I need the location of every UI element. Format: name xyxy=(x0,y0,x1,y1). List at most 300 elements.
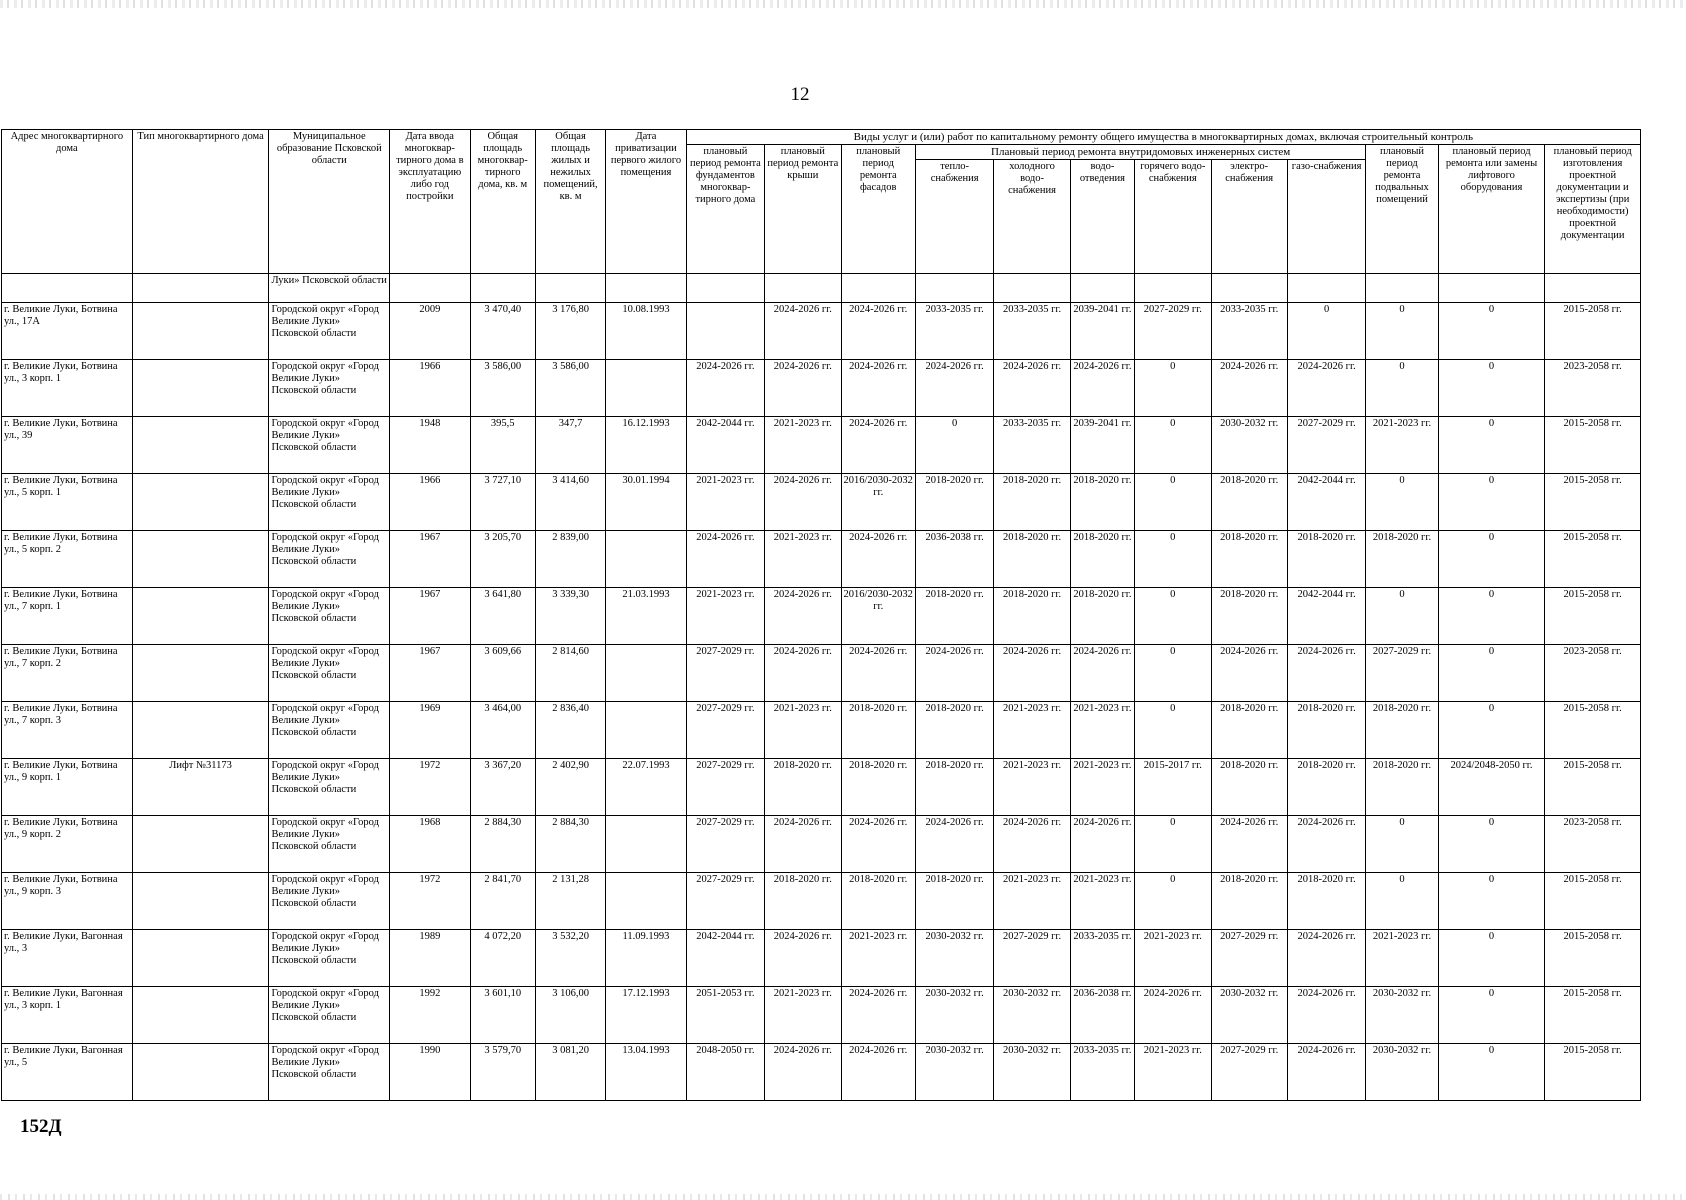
cell-elevator: 0 xyxy=(1438,645,1545,702)
cell-house-type: Лифт №31173 xyxy=(132,759,269,816)
cell-total-area: 3 205,70 xyxy=(470,531,535,588)
cell-roof: 2024-2026 гг. xyxy=(765,645,841,702)
cell-hot-water: 0 xyxy=(1135,531,1211,588)
cell-house-type xyxy=(132,702,269,759)
cell-house-type xyxy=(132,303,269,360)
cell-heat: 2018-2020 гг. xyxy=(915,759,993,816)
cell-drainage: 2021-2023 гг. xyxy=(1070,759,1134,816)
cell-foundation: 2048-2050 гг. xyxy=(686,1044,764,1101)
cell-address: г. Великие Луки, Вагонная ул., 3 xyxy=(2,930,133,987)
cell-hot-water: 2021-2023 гг. xyxy=(1135,930,1211,987)
cell-facade: 2024-2026 гг. xyxy=(841,303,915,360)
cell-gas: 2024-2026 гг. xyxy=(1287,360,1365,417)
header-electricity: электро-снабжения xyxy=(1211,160,1287,274)
header-foundation: плановый период ремонта фундаментов многоквар-тирного дома xyxy=(686,145,764,274)
cell-privatization xyxy=(606,816,686,873)
cell-design: 2015-2058 гг. xyxy=(1545,759,1641,816)
cell-foundation: 2024-2026 гг. xyxy=(686,360,764,417)
cell-living-area: 2 836,40 xyxy=(535,702,605,759)
cell-cold-water: 2024-2026 гг. xyxy=(994,816,1070,873)
cell-hot-water: 0 xyxy=(1135,816,1211,873)
cell-design: 2015-2058 гг. xyxy=(1545,417,1641,474)
cell-electricity: 2024-2026 гг. xyxy=(1211,816,1287,873)
table-row xyxy=(2,987,1641,1044)
cell-cold-water: 2021-2023 гг. xyxy=(994,759,1070,816)
cell-roof: 2021-2023 гг. xyxy=(765,417,841,474)
cell-address: г. Великие Луки, Ботвина ул., 9 корп. 2 xyxy=(2,816,133,873)
cell-facade: 2018-2020 гг. xyxy=(841,759,915,816)
cell-roof: 2024-2026 гг. xyxy=(765,816,841,873)
cell-gas: 2042-2044 гг. xyxy=(1287,588,1365,645)
cell-elevator: 0 xyxy=(1438,531,1545,588)
cell-basement: 0 xyxy=(1366,474,1438,531)
cell-hot-water: 2024-2026 гг. xyxy=(1135,987,1211,1044)
cell-year: 2009 xyxy=(390,303,470,360)
cell-foundation: 2042-2044 гг. xyxy=(686,417,764,474)
cell-gas: 0 xyxy=(1287,303,1365,360)
cell-hot-water: 0 xyxy=(1135,417,1211,474)
header-design-docs: плановый период изготовления проектной документации и экспертизы (при необходимости) проектной документации xyxy=(1545,145,1641,274)
cell-facade: 2016/2030-2032 гг. xyxy=(841,474,915,531)
cell-gas: 2018-2020 гг. xyxy=(1287,531,1365,588)
scan-edge-top xyxy=(0,0,1686,8)
cell-foundation: 2027-2029 гг. xyxy=(686,759,764,816)
cell-privatization xyxy=(606,873,686,930)
cell-drainage: 2033-2035 гг. xyxy=(1070,930,1134,987)
table-row xyxy=(2,1044,1641,1101)
cell-municipality: Городской округ «Город Великие Луки» Псковской области xyxy=(269,873,390,930)
table-row xyxy=(2,816,1641,873)
cell-drainage: 2021-2023 гг. xyxy=(1070,873,1134,930)
cell-basement: 2030-2032 гг. xyxy=(1366,987,1438,1044)
cell-electricity: 2027-2029 гг. xyxy=(1211,930,1287,987)
cell-gas: 2024-2026 гг. xyxy=(1287,816,1365,873)
table-row xyxy=(2,360,1641,417)
cell-address: г. Великие Луки, Ботвина ул., 9 корп. 1 xyxy=(2,759,133,816)
cell-privatization: 22.07.1993 xyxy=(606,759,686,816)
cell-facade: 2024-2026 гг. xyxy=(841,816,915,873)
cell-living-area: 2 402,90 xyxy=(535,759,605,816)
cell-design: 2015-2058 гг. xyxy=(1545,702,1641,759)
cell-privatization: 30.01.1994 xyxy=(606,474,686,531)
cell-municipality: Городской округ «Город Великие Луки» Псковской области xyxy=(269,588,390,645)
cell-address: г. Великие Луки, Ботвина ул., 9 корп. 3 xyxy=(2,873,133,930)
cell-facade: 2024-2026 гг. xyxy=(841,987,915,1044)
cell-elevator: 0 xyxy=(1438,930,1545,987)
cell-living-area: 3 414,60 xyxy=(535,474,605,531)
cell-roof: 2021-2023 гг. xyxy=(765,987,841,1044)
cell-heat: 2024-2026 гг. xyxy=(915,816,993,873)
cell-year: 1972 xyxy=(390,759,470,816)
cell-address: г. Великие Луки, Ботвина ул., 7 корп. 1 xyxy=(2,588,133,645)
cell-cold-water: 2030-2032 гг. xyxy=(994,1044,1070,1101)
capital-repair-table xyxy=(1,129,1641,1101)
cell-roof: 2018-2020 гг. xyxy=(765,873,841,930)
cell-basement: 0 xyxy=(1366,588,1438,645)
cell-privatization: 17.12.1993 xyxy=(606,987,686,1044)
cell-year: 1967 xyxy=(390,588,470,645)
cell-address: г. Великие Луки, Ботвина ул., 39 xyxy=(2,417,133,474)
cell-basement: 0 xyxy=(1366,360,1438,417)
cell-drainage: 2024-2026 гг. xyxy=(1070,645,1134,702)
cell-privatization: 10.08.1993 xyxy=(606,303,686,360)
cell-basement: 2021-2023 гг. xyxy=(1366,417,1438,474)
cell-electricity: 2024-2026 гг. xyxy=(1211,360,1287,417)
cell-electricity: 2024-2026 гг. xyxy=(1211,645,1287,702)
cell-foundation: 2024-2026 гг. xyxy=(686,531,764,588)
cell-basement: 0 xyxy=(1366,303,1438,360)
header-roof: плановый период ремонта крыши xyxy=(765,145,841,274)
document-code: 152Д xyxy=(20,1116,62,1137)
cell-municipality: Городской округ «Город Великие Луки» Псковской области xyxy=(269,930,390,987)
cell-elevator: 0 xyxy=(1438,588,1545,645)
cell-living-area: 3 532,20 xyxy=(535,930,605,987)
cell-facade: 2018-2020 гг. xyxy=(841,702,915,759)
cell-municipality: Городской округ «Город Великие Луки» Псковской области xyxy=(269,759,390,816)
cell-facade: 2024-2026 гг. xyxy=(841,1044,915,1101)
cell-roof: 2024-2026 гг. xyxy=(765,474,841,531)
cell-cold-water: 2021-2023 гг. xyxy=(994,873,1070,930)
cell-municipality: Городской округ «Город Великие Луки» Псковской области xyxy=(269,987,390,1044)
cell-living-area: 347,7 xyxy=(535,417,605,474)
cell-municipality: Городской округ «Город Великие Луки» Псковской области xyxy=(269,816,390,873)
cell-total-area: 3 609,66 xyxy=(470,645,535,702)
header-heat: тепло-снабжения xyxy=(915,160,993,274)
header-total-area: Общая площадь многоквар-тирного дома, кв. м xyxy=(470,130,535,274)
cell-house-type xyxy=(132,930,269,987)
cell-heat: 2030-2032 гг. xyxy=(915,930,993,987)
table-row xyxy=(2,645,1641,702)
cell-roof: 2021-2023 гг. xyxy=(765,702,841,759)
cell-municipality: Городской округ «Город Великие Луки» Псковской области xyxy=(269,474,390,531)
cell-house-type xyxy=(132,474,269,531)
table-row xyxy=(2,303,1641,360)
cell-hot-water: 0 xyxy=(1135,873,1211,930)
cell-elevator: 0 xyxy=(1438,816,1545,873)
cell-basement: 2018-2020 гг. xyxy=(1366,702,1438,759)
cell-address: г. Великие Луки, Вагонная ул., 5 xyxy=(2,1044,133,1101)
header-cold-water: холодного водо-снабжения xyxy=(994,160,1070,274)
cell-foundation: 2027-2029 гг. xyxy=(686,816,764,873)
cell-basement: 2027-2029 гг. xyxy=(1366,645,1438,702)
cell-hot-water: 0 xyxy=(1135,645,1211,702)
cell-cold-water: 2030-2032 гг. xyxy=(994,987,1070,1044)
cell-design: 2023-2058 гг. xyxy=(1545,816,1641,873)
cell-elevator: 0 xyxy=(1438,417,1545,474)
table-row xyxy=(2,531,1641,588)
cell-drainage: 2033-2035 гг. xyxy=(1070,1044,1134,1101)
cell-year: 1968 xyxy=(390,816,470,873)
cell-gas: 2018-2020 гг. xyxy=(1287,702,1365,759)
cell-gas: 2027-2029 гг. xyxy=(1287,417,1365,474)
cell-elevator: 0 xyxy=(1438,360,1545,417)
cell-address: г. Великие Луки, Ботвина ул., 5 корп. 2 xyxy=(2,531,133,588)
cell-municipality: Городской округ «Город Великие Луки» Псковской области xyxy=(269,417,390,474)
cell-design: 2015-2058 гг. xyxy=(1545,1044,1641,1101)
cell-total-area: 3 579,70 xyxy=(470,1044,535,1101)
header-privatization-date: Дата приватизации первого жилого помещения xyxy=(606,130,686,274)
cell-house-type xyxy=(132,417,269,474)
cell-year: 1990 xyxy=(390,1044,470,1101)
cell-hot-water: 0 xyxy=(1135,474,1211,531)
cell-cold-water: 2033-2035 гг. xyxy=(994,417,1070,474)
cell-electricity: 2018-2020 гг. xyxy=(1211,873,1287,930)
cell-heat: 2018-2020 гг. xyxy=(915,474,993,531)
cell-gas: 2024-2026 гг. xyxy=(1287,987,1365,1044)
cell-privatization xyxy=(606,531,686,588)
cell-design: 2023-2058 гг. xyxy=(1545,645,1641,702)
cell-year: 1969 xyxy=(390,702,470,759)
cell-year: 1966 xyxy=(390,474,470,531)
cell-cold-water: 2024-2026 гг. xyxy=(994,645,1070,702)
cell-privatization: 11.09.1993 xyxy=(606,930,686,987)
cell-address: г. Великие Луки, Ботвина ул., 7 корп. 3 xyxy=(2,702,133,759)
cell-heat: 2030-2032 гг. xyxy=(915,987,993,1044)
header-gas: газо-снабжения xyxy=(1287,160,1365,274)
cell-heat: 2030-2032 гг. xyxy=(915,1044,993,1101)
header-drainage: водо-отведения xyxy=(1070,160,1134,274)
cell-municipality: Луки» Псковской области xyxy=(269,274,390,303)
cell-total-area: 3 727,10 xyxy=(470,474,535,531)
cell-elevator: 0 xyxy=(1438,303,1545,360)
cell-privatization: 13.04.1993 xyxy=(606,1044,686,1101)
cell-foundation: 2021-2023 гг. xyxy=(686,474,764,531)
header-systems-group: Плановый период ремонта внутридомовых инженерных систем xyxy=(915,145,1365,160)
cell-living-area: 3 176,80 xyxy=(535,303,605,360)
cell-foundation: 2027-2029 гг. xyxy=(686,645,764,702)
cell-cold-water: 2027-2029 гг. xyxy=(994,930,1070,987)
cell-facade: 2021-2023 гг. xyxy=(841,930,915,987)
cell-year: 1966 xyxy=(390,360,470,417)
cell-roof: 2024-2026 гг. xyxy=(765,303,841,360)
cell-gas: 2024-2026 гг. xyxy=(1287,645,1365,702)
header-facade: плановый период ремонта фасадов xyxy=(841,145,915,274)
cell-total-area: 395,5 xyxy=(470,417,535,474)
cell-roof: 2024-2026 гг. xyxy=(765,930,841,987)
cell-year: 1948 xyxy=(390,417,470,474)
cell-house-type xyxy=(132,588,269,645)
cell-total-area: 3 367,20 xyxy=(470,759,535,816)
page-number: 12 xyxy=(790,84,810,105)
table-row xyxy=(2,930,1641,987)
cell-basement: 0 xyxy=(1366,816,1438,873)
cell-design: 2015-2058 гг. xyxy=(1545,873,1641,930)
cell-privatization: 16.12.1993 xyxy=(606,417,686,474)
cell-drainage: 2018-2020 гг. xyxy=(1070,474,1134,531)
cell-address: г. Великие Луки, Ботвина ул., 5 корп. 1 xyxy=(2,474,133,531)
table-row xyxy=(2,702,1641,759)
cell-electricity: 2027-2029 гг. xyxy=(1211,1044,1287,1101)
cell-elevator: 2024/2048-2050 гг. xyxy=(1438,759,1545,816)
cell-drainage: 2021-2023 гг. xyxy=(1070,702,1134,759)
cell-house-type xyxy=(132,816,269,873)
cell-municipality: Городской округ «Город Великие Луки» Псковской области xyxy=(269,531,390,588)
cell-elevator: 0 xyxy=(1438,1044,1545,1101)
cell-drainage: 2018-2020 гг. xyxy=(1070,588,1134,645)
cell-foundation: 2042-2044 гг. xyxy=(686,930,764,987)
cell-address: г. Великие Луки, Ботвина ул., 3 корп. 1 xyxy=(2,360,133,417)
cell-design: 2015-2058 гг. xyxy=(1545,474,1641,531)
cell-privatization: 21.03.1993 xyxy=(606,588,686,645)
cell-roof: 2024-2026 гг. xyxy=(765,1044,841,1101)
cell-elevator: 0 xyxy=(1438,873,1545,930)
cell-living-area: 2 131,28 xyxy=(535,873,605,930)
cell-living-area: 3 339,30 xyxy=(535,588,605,645)
cell-electricity: 2033-2035 гг. xyxy=(1211,303,1287,360)
cell-design: 2015-2058 гг. xyxy=(1545,930,1641,987)
cell-facade: 2024-2026 гг. xyxy=(841,531,915,588)
cell-living-area: 3 081,20 xyxy=(535,1044,605,1101)
table-row xyxy=(2,588,1641,645)
cell-basement: 2021-2023 гг. xyxy=(1366,930,1438,987)
cell-electricity: 2030-2032 гг. xyxy=(1211,987,1287,1044)
cell-cold-water: 2018-2020 гг. xyxy=(994,531,1070,588)
cell-electricity: 2018-2020 гг. xyxy=(1211,588,1287,645)
cell-heat: 2024-2026 гг. xyxy=(915,360,993,417)
cell-gas: 2024-2026 гг. xyxy=(1287,930,1365,987)
header-municipality: Муниципальное образование Псковской области xyxy=(269,130,390,274)
cell-municipality: Городской округ «Город Великие Луки» Псковской области xyxy=(269,360,390,417)
cell-year: 1967 xyxy=(390,645,470,702)
cell-heat: 2024-2026 гг. xyxy=(915,645,993,702)
cell-gas: 2042-2044 гг. xyxy=(1287,474,1365,531)
cell-hot-water: 2027-2029 гг. xyxy=(1135,303,1211,360)
header-living-area: Общая площадь жилых и нежилых помещений, кв. м xyxy=(535,130,605,274)
cell-roof: 2021-2023 гг. xyxy=(765,531,841,588)
cell-elevator: 0 xyxy=(1438,702,1545,759)
header-works-group: Виды услуг и (или) работ по капитальному ремонту общего имущества в многоквартирных домах, включая строительный контроль xyxy=(686,130,1640,145)
cell-hot-water: 0 xyxy=(1135,702,1211,759)
cell-drainage: 2039-2041 гг. xyxy=(1070,303,1134,360)
cell-house-type xyxy=(132,360,269,417)
cell-hot-water: 2021-2023 гг. xyxy=(1135,1044,1211,1101)
cell-electricity: 2018-2020 гг. xyxy=(1211,531,1287,588)
cell-facade: 2024-2026 гг. xyxy=(841,645,915,702)
cell-municipality: Городской округ «Город Великие Луки» Псковской области xyxy=(269,702,390,759)
cell-heat: 2036-2038 гг. xyxy=(915,531,993,588)
table-row xyxy=(2,474,1641,531)
cell-electricity: 2018-2020 гг. xyxy=(1211,702,1287,759)
header-house-type: Тип многоквартирного дома xyxy=(132,130,269,274)
cell-house-type xyxy=(132,645,269,702)
cell-basement: 2030-2032 гг. xyxy=(1366,1044,1438,1101)
cell-house-type xyxy=(132,531,269,588)
cell-roof: 2024-2026 гг. xyxy=(765,360,841,417)
cell-facade: 2024-2026 гг. xyxy=(841,360,915,417)
cell-year: 1992 xyxy=(390,987,470,1044)
cell-electricity: 2018-2020 гг. xyxy=(1211,474,1287,531)
cell-facade: 2024-2026 гг. xyxy=(841,417,915,474)
cell-year: 1989 xyxy=(390,930,470,987)
cell-municipality: Городской округ «Город Великие Луки» Псковской области xyxy=(269,645,390,702)
cell-cold-water: 2021-2023 гг. xyxy=(994,702,1070,759)
cell-foundation: 2051-2053 гг. xyxy=(686,987,764,1044)
cell-foundation: 2021-2023 гг. xyxy=(686,588,764,645)
cell-basement: 0 xyxy=(1366,873,1438,930)
cell-house-type xyxy=(132,987,269,1044)
cell-heat: 2018-2020 гг. xyxy=(915,588,993,645)
cell-cold-water: 2018-2020 гг. xyxy=(994,588,1070,645)
cell-municipality: Городской округ «Город Великие Луки» Псковской области xyxy=(269,303,390,360)
cell-drainage: 2018-2020 гг. xyxy=(1070,531,1134,588)
cell-gas: 2018-2020 гг. xyxy=(1287,759,1365,816)
cell-municipality: Городской округ «Город Великие Луки» Псковской области xyxy=(269,1044,390,1101)
cell-heat: 0 xyxy=(915,417,993,474)
cell-drainage: 2024-2026 гг. xyxy=(1070,816,1134,873)
table-row xyxy=(2,873,1641,930)
cell-living-area: 3 586,00 xyxy=(535,360,605,417)
cell-design: 2015-2058 гг. xyxy=(1545,531,1641,588)
cell-hot-water: 0 xyxy=(1135,588,1211,645)
cell-foundation: 2027-2029 гг. xyxy=(686,873,764,930)
header-commission-date: Дата ввода многоквар-тирного дома в эксплуатацию либо год постройки xyxy=(390,130,470,274)
cell-privatization xyxy=(606,360,686,417)
cell-design: 2023-2058 гг. xyxy=(1545,360,1641,417)
cell-facade: 2016/2030-2032 гг. xyxy=(841,588,915,645)
cell-heat: 2018-2020 гг. xyxy=(915,702,993,759)
cell-address: г. Великие Луки, Ботвина ул., 7 корп. 2 xyxy=(2,645,133,702)
cell-living-area: 3 106,00 xyxy=(535,987,605,1044)
table-row xyxy=(2,759,1641,816)
header-hot-water: горячего водо-снабжения xyxy=(1135,160,1211,274)
cell-total-area: 3 470,40 xyxy=(470,303,535,360)
cell-total-area: 2 841,70 xyxy=(470,873,535,930)
cell-electricity: 2018-2020 гг. xyxy=(1211,759,1287,816)
cell-total-area: 3 464,00 xyxy=(470,702,535,759)
scan-edge-bottom xyxy=(0,1194,1686,1200)
cell-privatization xyxy=(606,645,686,702)
cell-heat: 2033-2035 гг. xyxy=(915,303,993,360)
cell-heat: 2018-2020 гг. xyxy=(915,873,993,930)
table-row-continued xyxy=(2,274,1641,303)
cell-elevator: 0 xyxy=(1438,474,1545,531)
header-address: Адрес многоквартирного дома xyxy=(2,130,133,274)
cell-privatization xyxy=(606,702,686,759)
cell-basement: 2018-2020 гг. xyxy=(1366,531,1438,588)
cell-roof: 2024-2026 гг. xyxy=(765,588,841,645)
cell-foundation: 2027-2029 гг. xyxy=(686,702,764,759)
cell-design: 2015-2058 гг. xyxy=(1545,987,1641,1044)
table-row xyxy=(2,417,1641,474)
header-elevator: плановый период ремонта или замены лифтового оборудования xyxy=(1438,145,1545,274)
cell-total-area: 4 072,20 xyxy=(470,930,535,987)
cell-total-area: 3 601,10 xyxy=(470,987,535,1044)
cell-drainage: 2024-2026 гг. xyxy=(1070,360,1134,417)
cell-living-area: 2 814,60 xyxy=(535,645,605,702)
cell-basement: 2018-2020 гг. xyxy=(1366,759,1438,816)
cell-electricity: 2030-2032 гг. xyxy=(1211,417,1287,474)
cell-elevator: 0 xyxy=(1438,987,1545,1044)
cell-address: г. Великие Луки, Вагонная ул., 3 корп. 1 xyxy=(2,987,133,1044)
cell-cold-water: 2018-2020 гг. xyxy=(994,474,1070,531)
cell-house-type xyxy=(132,873,269,930)
cell-gas: 2018-2020 гг. xyxy=(1287,873,1365,930)
cell-total-area: 3 641,80 xyxy=(470,588,535,645)
cell-living-area: 2 884,30 xyxy=(535,816,605,873)
cell-roof: 2018-2020 гг. xyxy=(765,759,841,816)
header-basement: плановый период ремонта подвальных помещений xyxy=(1366,145,1438,274)
cell-living-area: 2 839,00 xyxy=(535,531,605,588)
cell-house-type xyxy=(132,1044,269,1101)
cell-hot-water: 2015-2017 гг. xyxy=(1135,759,1211,816)
cell-year: 1967 xyxy=(390,531,470,588)
cell-drainage: 2039-2041 гг. xyxy=(1070,417,1134,474)
cell-cold-water: 2033-2035 гг. xyxy=(994,303,1070,360)
cell-cold-water: 2024-2026 гг. xyxy=(994,360,1070,417)
cell-address: г. Великие Луки, Ботвина ул., 17А xyxy=(2,303,133,360)
cell-total-area: 2 884,30 xyxy=(470,816,535,873)
cell-gas: 2024-2026 гг. xyxy=(1287,1044,1365,1101)
